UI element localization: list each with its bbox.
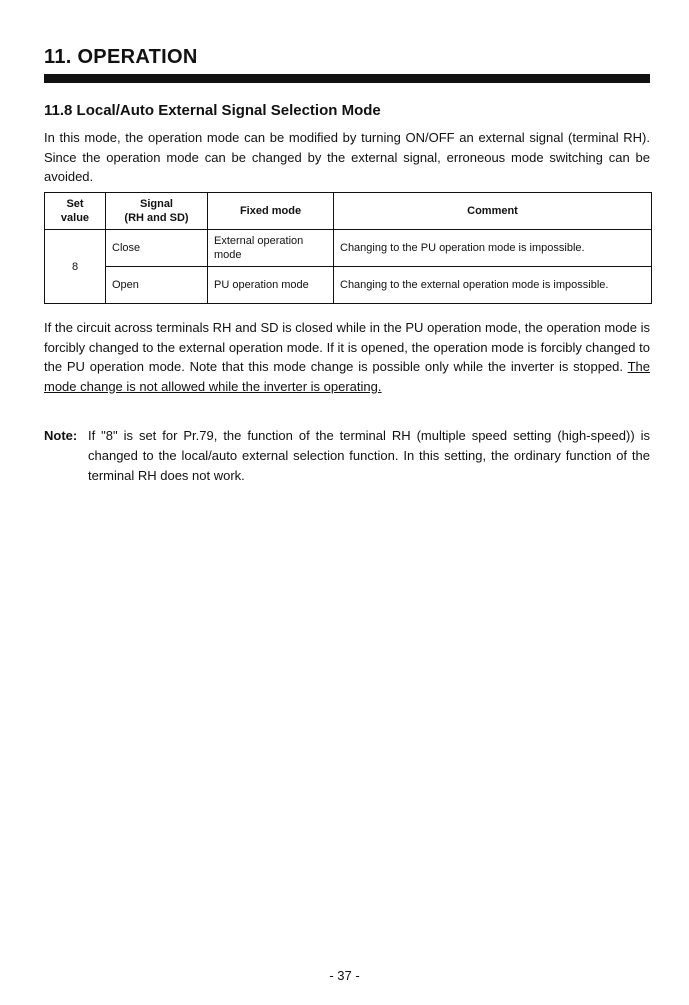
comment-cell: Changing to the PU operation mode is impossible. [334, 230, 652, 267]
note-label: Note: [44, 428, 78, 443]
chapter-title: 11. OPERATION [44, 46, 198, 68]
section-title: 11.8 Local/Auto External Signal Selection Mode [44, 102, 381, 119]
table-header-row [45, 193, 652, 230]
fixed-mode-cell: External operation mode [208, 230, 334, 267]
note-text: If "8" is set for Pr.79, the function of the terminal RH (multiple speed setting (high-speed)) is changed to the local/auto external selection function. In this setting, the ordinary function of the terminal RH does not work. [88, 428, 650, 483]
header-signal-line2: (RH and SD) [124, 212, 189, 224]
comment-cell: Changing to the external operation mode is impossible. [334, 267, 652, 304]
header-set-value-line1: Set [66, 198, 84, 210]
signal-cell: Close [106, 230, 208, 267]
table-row [45, 230, 652, 267]
header-comment: Comment [334, 193, 652, 230]
page-number: - 37 - [329, 968, 360, 983]
intro-paragraph: In this mode, the operation mode can be modified by turning ON/OFF an external signal (terminal RH). Since the operation mode can be changed by the external signal, erroneous mode switching can be avoided. [44, 130, 650, 184]
header-fixed-mode: Fixed mode [208, 193, 334, 230]
header-set-value-line2: value [60, 212, 90, 224]
table-row [45, 267, 652, 304]
note-block [44, 426, 650, 486]
header-set-value [45, 193, 106, 230]
signal-cell: Open [106, 267, 208, 304]
chapter-rule [44, 74, 650, 83]
header-signal-line1: Signal [139, 198, 173, 210]
explanation-text: If the circuit across terminals RH and SD is closed while in the PU operation mode, the operation mode is forcibly changed to the external operation mode. If it is opened, the operation mode is forcibly changed to the PU operation mode. Note that this mode change is possible only while the inverter is stopped. [44, 320, 650, 374]
fixed-mode-cell: PU operation mode [208, 267, 334, 304]
explanation-paragraph [44, 318, 650, 396]
explanation-warning: The mode change is not allowed while the inverter is operating. [44, 359, 650, 394]
header-signal [106, 193, 208, 230]
mode-table [44, 192, 652, 304]
set-value-cell: 8 [45, 230, 106, 304]
